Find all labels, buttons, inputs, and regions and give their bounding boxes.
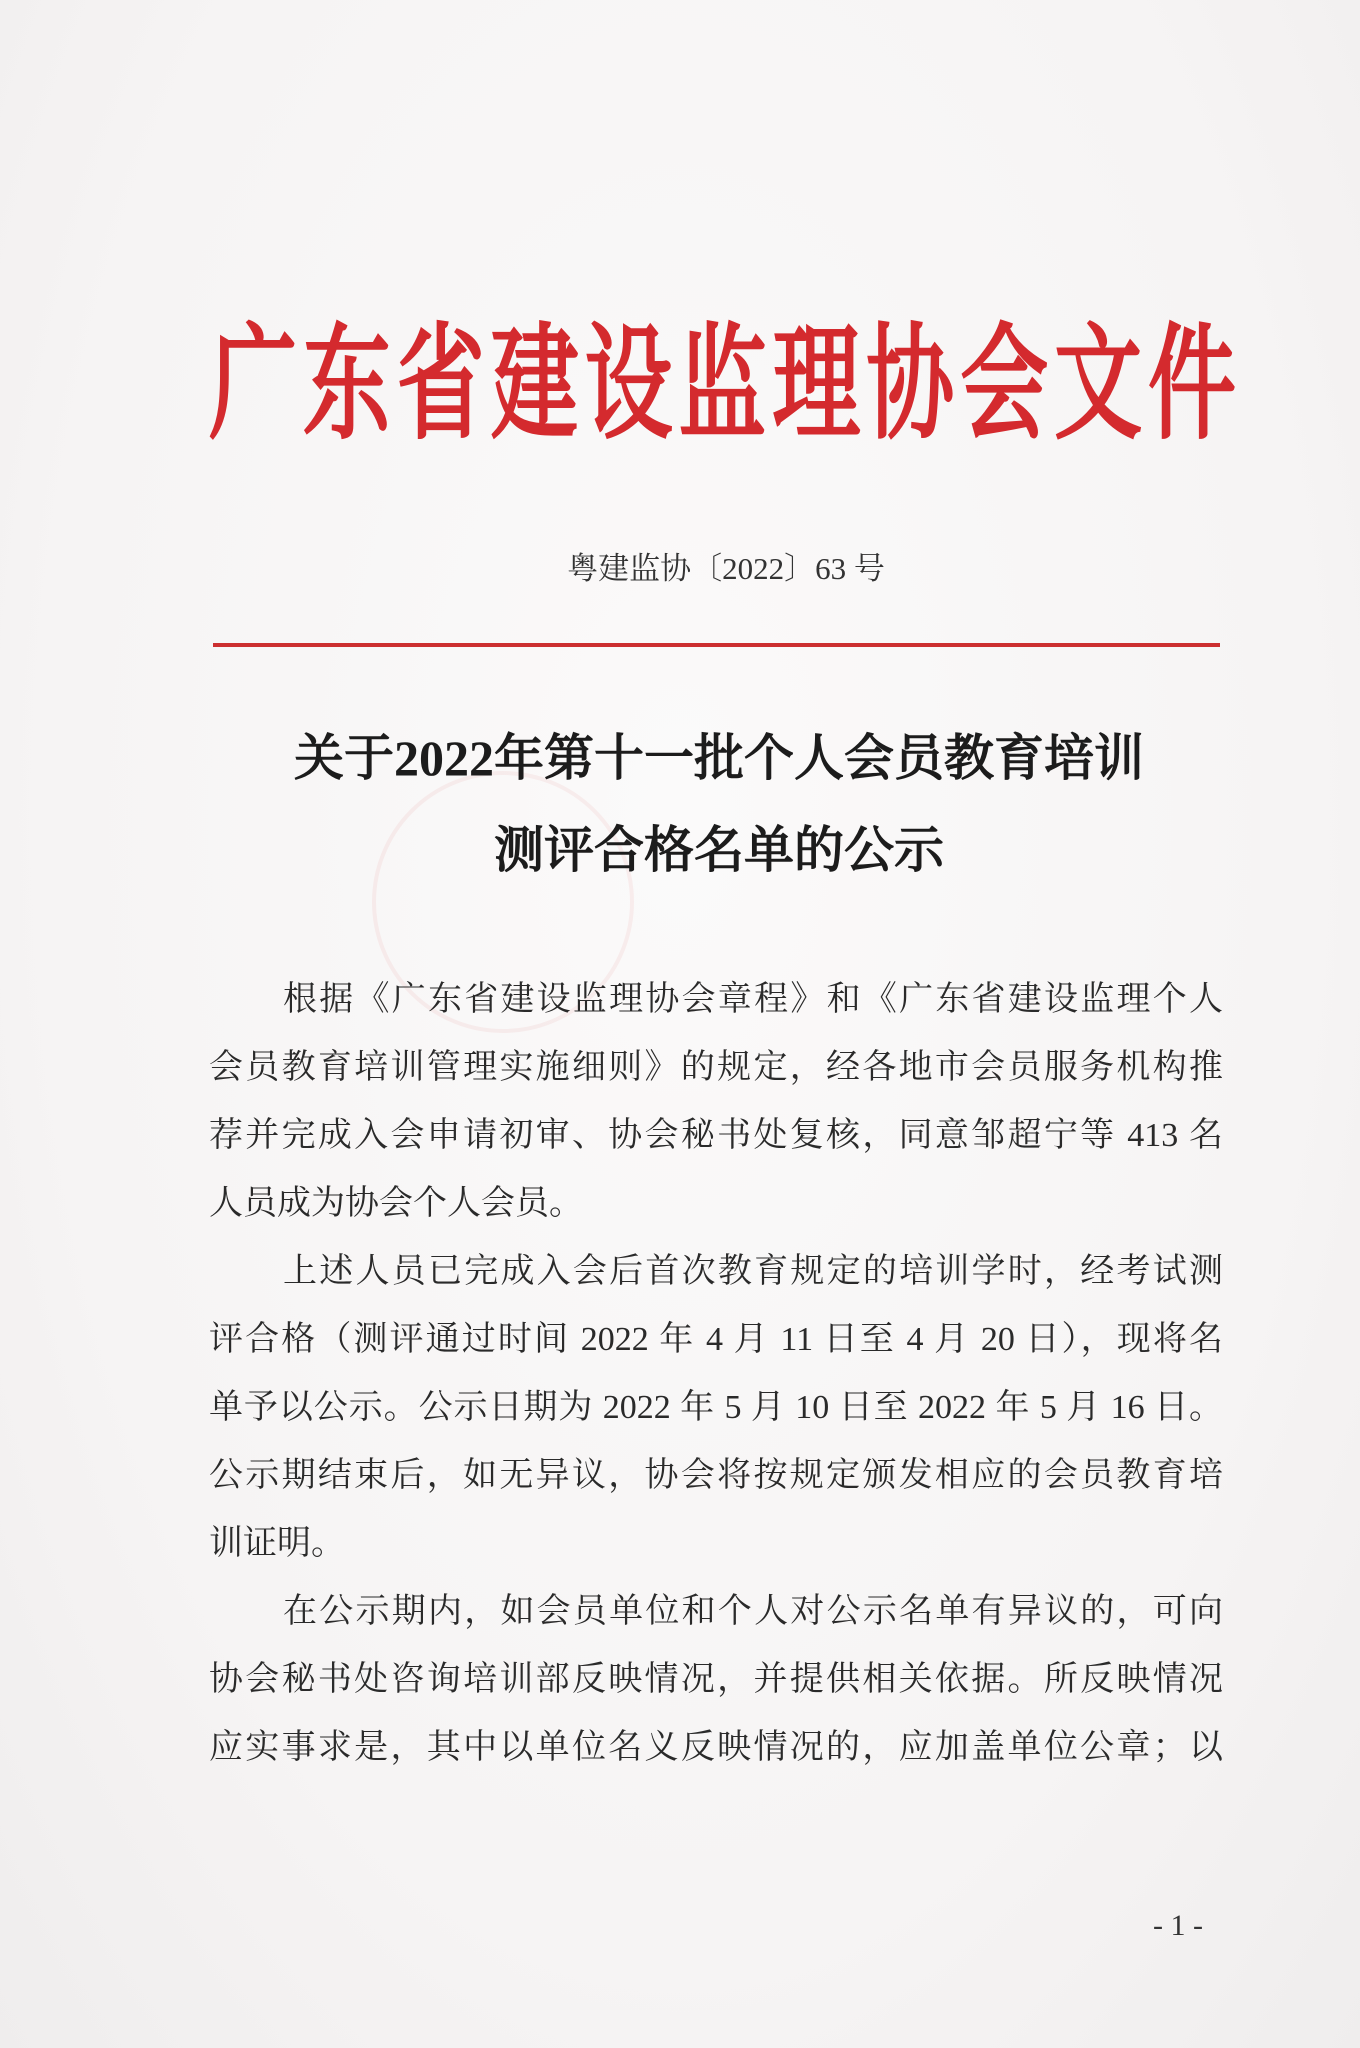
document-title (209, 712, 1229, 896)
body-line: 公示期结束后，如无异议，协会将按规定颁发相应的会员教育培 (209, 1457, 1223, 1494)
body-line: 在公示期内，如会员单位和个人对公示名单有异议的，可向 (283, 1593, 1223, 1630)
body-line: 根据《广东省建设监理协会章程》和《广东省建设监理个人 (283, 981, 1223, 1018)
body-line: 上述人员已完成入会后首次教育规定的培训学时，经考试测 (283, 1253, 1223, 1290)
body-line: 应实事求是，其中以单位名义反映情况的，应加盖单位公章；以 (209, 1729, 1223, 1766)
issuer-header: 广东省建设监理协会文件 (209, 309, 1236, 457)
page-number: - 1 - (1153, 1909, 1203, 1942)
document-number: 粤建监协〔2022〕63 号 (567, 551, 885, 586)
body-line: 单予以公示。公示日期为 2022 年 5 月 10 日至 2022 年 5 月 16 日。 (209, 1389, 1223, 1426)
body-line: 训证明。 (209, 1525, 345, 1562)
body-line: 人员成为协会个人会员。 (209, 1185, 583, 1222)
body-paragraph (209, 966, 1223, 1238)
body-paragraph (209, 1578, 1223, 1782)
title-line: 测评合格名单的公示 (494, 822, 944, 878)
red-separator-rule (213, 643, 1220, 647)
title-line: 关于2022年第十一批个人会员教育培训 (294, 730, 1144, 786)
body-line: 评合格（测评通过时间 2022 年 4 月 11 日至 4 月 20 日），现将名 (209, 1321, 1223, 1358)
body-line: 会员教育培训管理实施细则》的规定，经各地市会员服务机构推 (209, 1049, 1223, 1086)
body-paragraph (209, 1238, 1223, 1578)
document-body (209, 966, 1223, 1782)
body-line: 荐并完成入会申请初审、协会秘书处复核，同意邹超宁等 413 名 (209, 1117, 1223, 1154)
body-line: 协会秘书处咨询培训部反映情况，并提供相关依据。所反映情况 (209, 1661, 1223, 1698)
